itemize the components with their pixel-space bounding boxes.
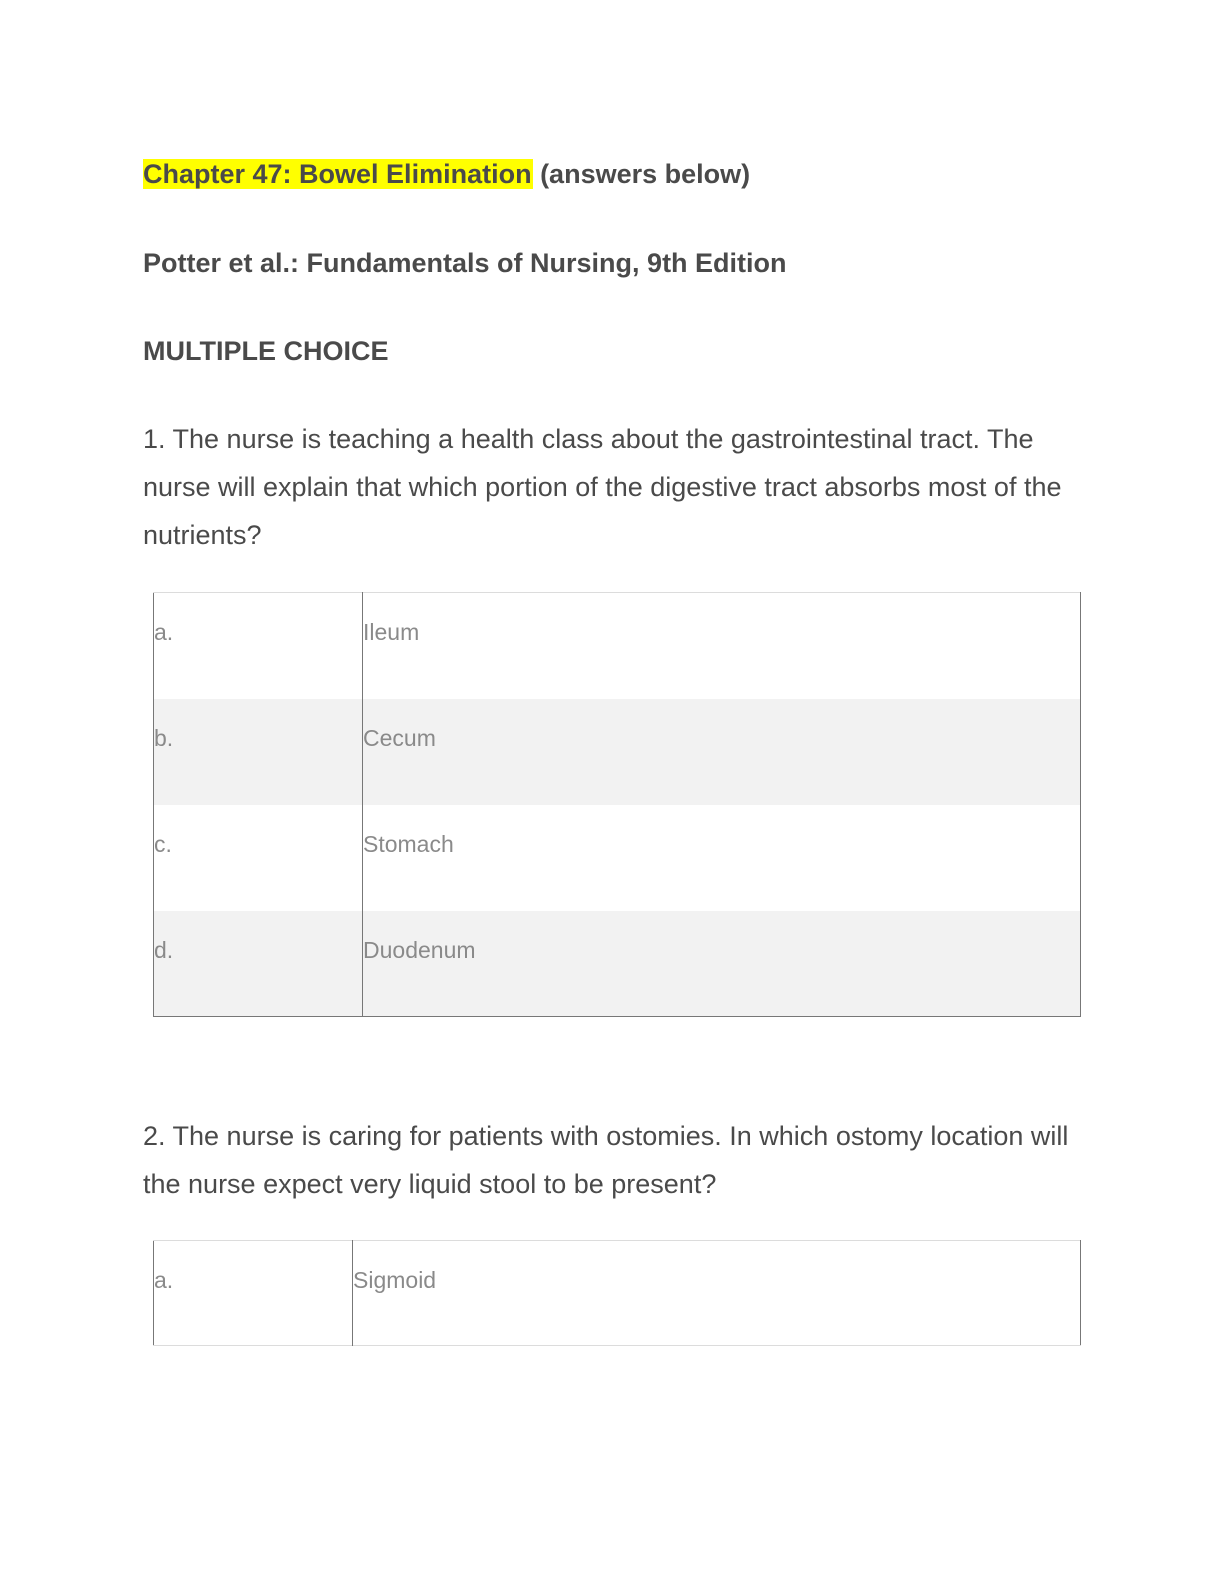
chapter-title	[143, 157, 750, 191]
choice-answer: Sigmoid	[353, 1241, 1081, 1346]
choice-row	[154, 1241, 1081, 1346]
choice-answer: Cecum	[363, 699, 1081, 805]
question-2-choices-table	[153, 1240, 1081, 1346]
choice-row	[154, 699, 1081, 805]
section-heading: MULTIPLE CHOICE	[143, 336, 389, 366]
choice-letter: a.	[154, 1267, 174, 1293]
chapter-title-suffix: (answers below)	[532, 159, 751, 189]
choice-row	[154, 911, 1081, 1017]
book-citation: Potter et al.: Fundamentals of Nursing, 9th Edition	[143, 248, 787, 278]
choice-letter: b.	[154, 699, 363, 805]
question-1-text: 1. The nurse is teaching a health class about the gastrointestinal tract. The nurse will explain that which portion of the digestive tract absorbs most of the nutrients?	[143, 424, 1062, 550]
choice-answer: Ileum	[363, 593, 1081, 699]
choice-letter: c.	[154, 830, 172, 857]
choice-row	[154, 805, 1081, 911]
choice-answer: Stomach	[363, 805, 1081, 911]
choice-row	[154, 593, 1081, 699]
choice-letter: d.	[154, 911, 363, 1017]
question-1-choices-table	[153, 592, 1081, 1017]
question-2-text: 2. The nurse is caring for patients with ostomies. In which ostomy location will the nurse expect very liquid stool to be present?	[143, 1121, 1069, 1199]
choice-letter: a.	[154, 619, 174, 645]
choice-answer: Duodenum	[363, 911, 1081, 1017]
chapter-title-highlighted: Chapter 47: Bowel Elimination	[143, 159, 532, 189]
